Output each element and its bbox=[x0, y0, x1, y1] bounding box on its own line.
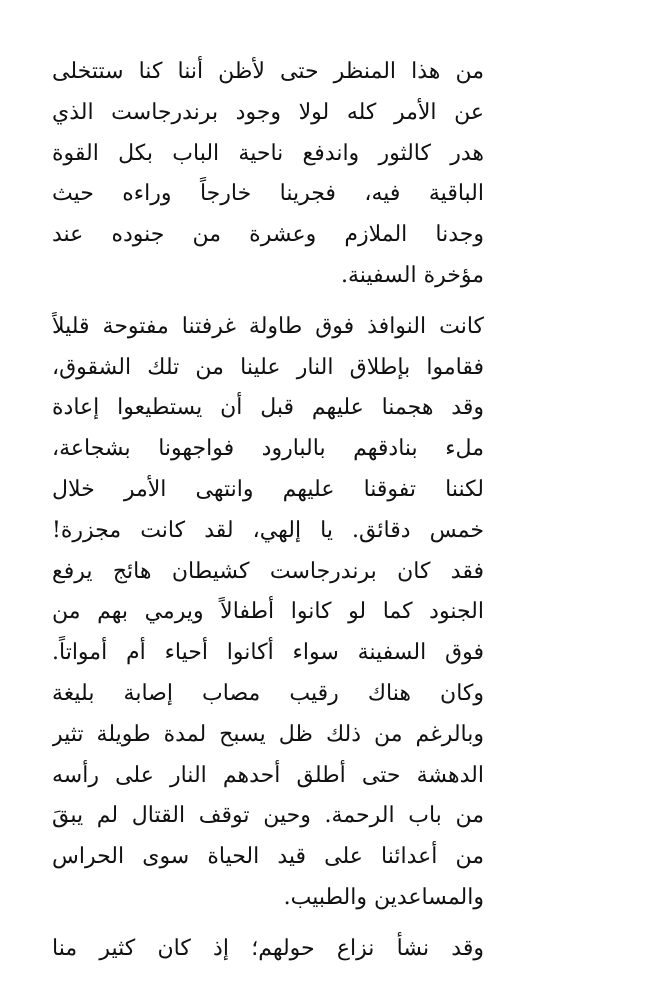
text-line: فقاموا بإطلاق النار علينا من تلك الشقوق، bbox=[52, 354, 484, 380]
text-line: الباقية فيه، فجرينا خارجاً وراءه حيث bbox=[52, 181, 484, 207]
text-line: وبالرغم من ذلك ظل يسبح لمدة طويلة تثير bbox=[52, 721, 484, 747]
text-line: ملء بنادقهم بالبارود فواجهونا بشجاعة، bbox=[52, 436, 484, 462]
text-line: من أعدائنا على قيد الحياة سوى الحراس bbox=[52, 844, 484, 870]
text-line: لكننا تفوقنا عليهم وانتهى الأمر خلال bbox=[52, 476, 484, 502]
text-line: وقد هجمنا عليهم قبل أن يستطيعوا إعادة bbox=[52, 395, 484, 421]
paragraph-3 bbox=[52, 929, 484, 970]
text-line: فقد كان برندرجاست كشيطان هائج يرفع bbox=[52, 558, 484, 584]
text-line: وجدنا الملازم وعشرة من جنوده عند bbox=[52, 222, 484, 248]
text-line: هدر كالثور واندفع ناحية الباب بكل القوة bbox=[52, 140, 484, 166]
text-line: عن الأمر كله لولا وجود برندرجاست الذي bbox=[52, 99, 484, 125]
text-line: وكان هناك رقيب مصاب إصابة بليغة bbox=[52, 680, 484, 706]
paragraph-2 bbox=[52, 307, 484, 919]
paragraph-spacer bbox=[52, 919, 484, 929]
paragraph-1 bbox=[52, 52, 484, 297]
text-line: خمس دقائق. يا إلهي، لقد كانت مجزرة! bbox=[52, 517, 484, 543]
text-line: فوق السفينة سواء أكانوا أحياء أم أمواتاً. bbox=[52, 640, 484, 666]
body-text bbox=[52, 52, 484, 970]
text-line: من باب الرحمة. وحين توقف القتال لم يبقَ bbox=[52, 803, 484, 829]
text-line: وقد نشأ نزاع حولهم؛ إذ كان كثير منا bbox=[52, 935, 484, 961]
text-line: الدهشة حتى أطلق أحدهم النار على رأسه bbox=[52, 762, 484, 788]
paragraph-spacer bbox=[52, 297, 484, 307]
text-line: كانت النوافذ فوق طاولة غرفتنا مفتوحة قليلاً bbox=[52, 313, 484, 339]
text-line: والمساعدين والطبيب. bbox=[283, 884, 484, 910]
text-line: مؤخرة السفينة. bbox=[340, 262, 484, 288]
text-line: الجنود كما لو كانوا أطفالاً ويرمي بهم من bbox=[52, 599, 484, 625]
text-line: من هذا المنظر حتى لأظن أننا كنا ستتخلى bbox=[52, 59, 484, 84]
